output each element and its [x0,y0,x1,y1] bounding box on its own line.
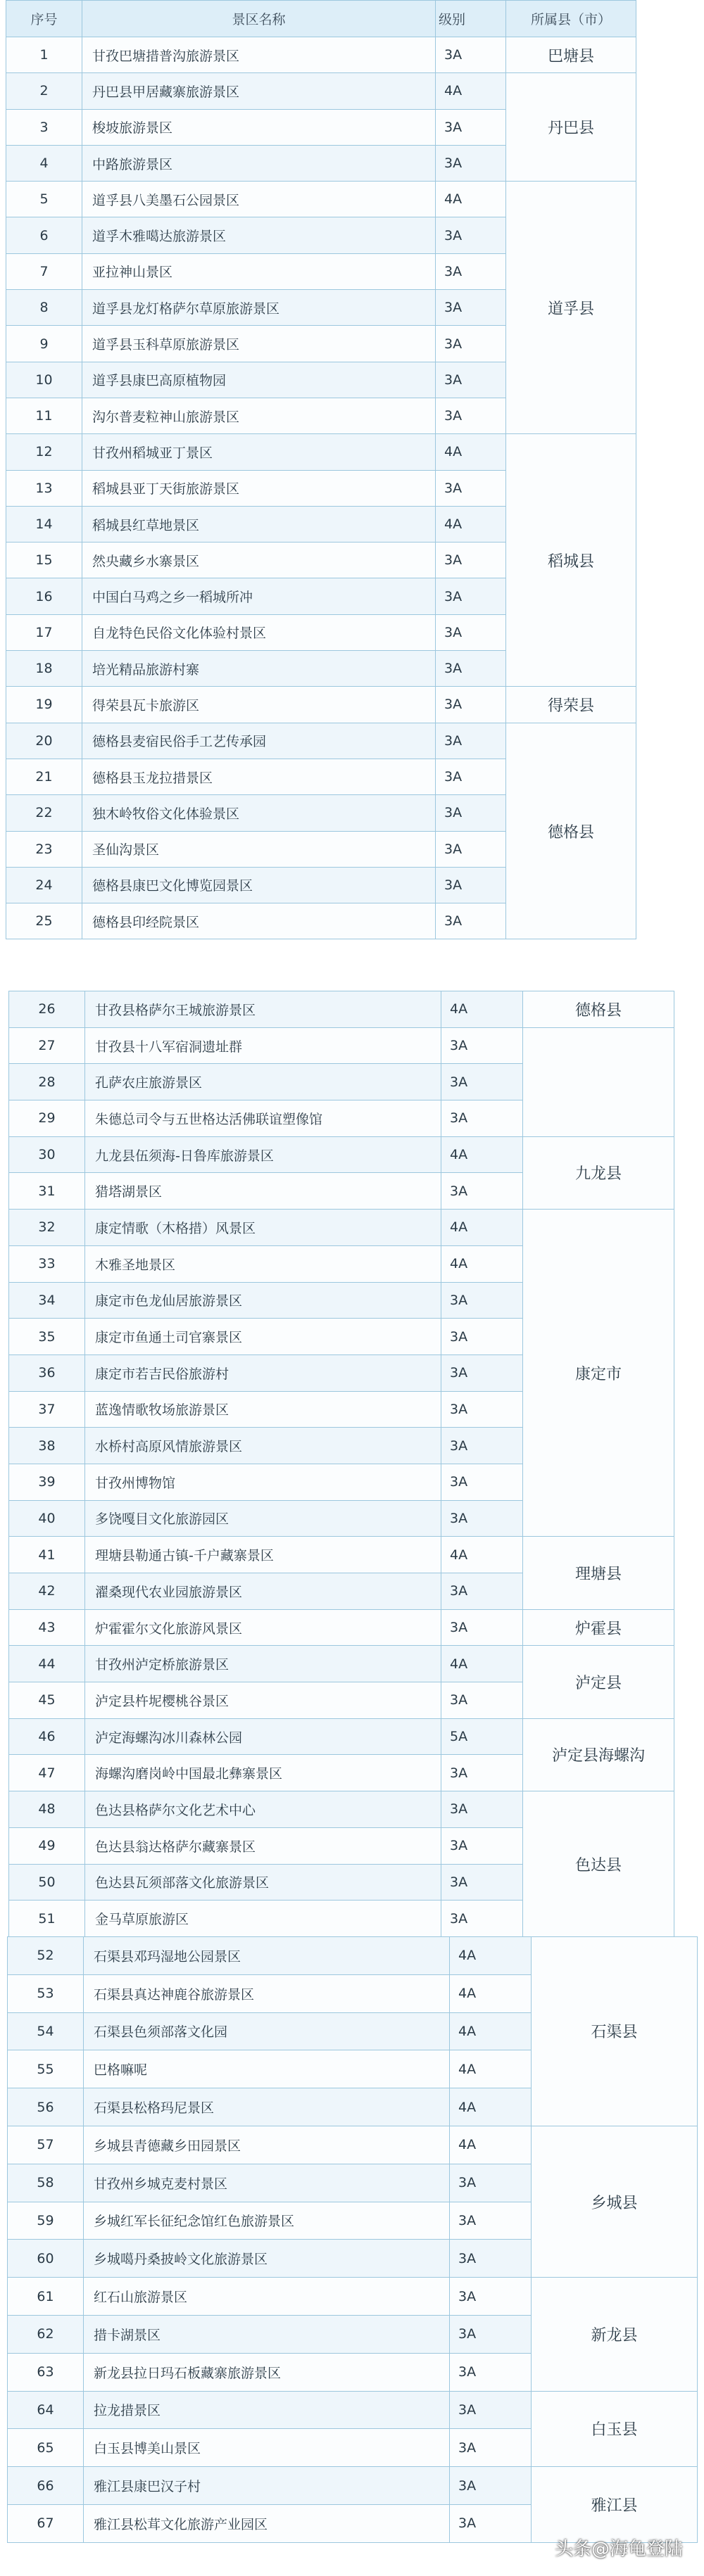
scenic-level: 3A [450,2429,532,2467]
scenic-level: 4A [441,1646,523,1682]
table-row [9,1791,674,1828]
row-number: 50 [9,1864,85,1901]
row-number: 12 [6,434,82,470]
row-number: 29 [9,1100,85,1137]
county-cell: 新龙县 [532,2278,698,2391]
scenic-area-name: 孔萨农庄旅游景区 [85,1064,441,1100]
table-segment [6,0,636,939]
table-row [6,73,636,109]
scenic-area-name: 濯桑现代农业园旅游景区 [85,1573,441,1610]
row-number: 32 [9,1210,85,1246]
scenic-area-name: 甘孜州博物馆 [85,1464,441,1500]
row-number: 43 [9,1609,85,1646]
row-number: 17 [6,614,82,650]
row-number: 3 [6,109,82,145]
scenic-level: 3A [436,109,506,145]
row-number: 9 [6,326,82,362]
scenic-level: 3A [450,2504,532,2542]
scenic-level: 3A [450,2391,532,2429]
table-row [9,1100,674,1137]
row-number: 38 [9,1428,85,1464]
scenic-level: 4A [441,1210,523,1246]
row-number: 14 [6,506,82,542]
row-number: 1 [6,37,82,73]
table-row [8,2391,698,2429]
county-cell: 稻城县 [506,434,636,687]
scenic-area-name: 理塘县勒通古镇-千户藏寨景区 [85,1537,441,1573]
scenic-level: 3A [436,578,506,614]
county-cell: 石渠县 [532,1937,698,2126]
scenic-level: 4A [450,1937,532,1975]
scenic-area-name: 拉龙措景区 [84,2391,450,2429]
row-number: 64 [8,2391,84,2429]
row-number: 16 [6,578,82,614]
table-row [9,991,674,1028]
scenic-area-name: 炉霍霍尔文化旅游风景区 [85,1609,441,1646]
header-county: 所属县（市） [506,1,636,37]
row-number: 18 [6,651,82,687]
scenic-level: 3A [441,1791,523,1828]
county-cell: 泸定县 [523,1646,674,1718]
scenic-area-name: 甘孜县格萨尔王城旅游景区 [85,991,441,1028]
scenic-area-name: 甘孜州稻城亚丁景区 [82,434,436,470]
table-row [9,1537,674,1573]
scenic-area-name: 然央藏乡水寨景区 [82,543,436,578]
scenic-area-name: 稻城县亚丁天街旅游景区 [82,470,436,506]
row-number: 58 [8,2164,84,2202]
scenic-area-name: 道孚县八美墨石公园景区 [82,182,436,217]
table-row [6,687,636,723]
scenic-level: 3A [436,543,506,578]
scenic-area-name: 色达县格萨尔文化艺术中心 [85,1791,441,1828]
scenic-level: 4A [441,1245,523,1282]
scenic-area-name: 康定市色龙仙居旅游景区 [85,1282,441,1319]
scenic-area-name: 道孚木雅噶达旅游景区 [82,217,436,253]
header-no: 序号 [6,1,82,37]
row-number: 66 [8,2467,84,2505]
header-level: 级别 [436,1,506,37]
table-row [8,2126,698,2164]
scenic-area-name: 石渠县真达神鹿谷旅游景区 [84,1974,450,2012]
scenic-level: 3A [441,1901,523,1937]
row-number: 57 [8,2126,84,2164]
county-cell: 得荣县 [506,687,636,723]
scenic-area-name: 德格县麦宿民俗手工艺传承园 [82,723,436,759]
county-cell: 德格县 [523,991,674,1028]
row-number: 45 [9,1682,85,1719]
scenic-level: 3A [436,867,506,903]
county-cell: 巴塘县 [506,37,636,73]
scenic-level: 3A [441,1500,523,1537]
row-number: 59 [8,2202,84,2240]
scenic-level: 5A [441,1718,523,1755]
table-row [9,1027,674,1064]
table-row [9,1609,674,1646]
scenic-area-name: 独木岭牧俗文化体验景区 [82,795,436,831]
scenic-level: 3A [441,1428,523,1464]
row-number: 15 [6,543,82,578]
scenic-level: 3A [436,217,506,253]
scenic-level: 3A [450,2353,532,2391]
row-number: 33 [9,1245,85,1282]
table-row [9,1210,674,1246]
table-row [9,1136,674,1173]
county-cell: 白玉县 [532,2391,698,2467]
row-number: 44 [9,1646,85,1682]
county-cell: 理塘县 [523,1537,674,1609]
scenic-area-name: 新龙县拉日玛石板藏寨旅游景区 [84,2353,450,2391]
row-number: 19 [6,687,82,723]
row-number: 20 [6,723,82,759]
scenic-area-name: 色达县瓦须部落文化旅游景区 [85,1864,441,1901]
row-number: 48 [9,1791,85,1828]
scenic-area-name: 石渠县色须部落文化园 [84,2012,450,2050]
scenic-area-name: 措卡湖景区 [84,2315,450,2353]
scenic-level: 3A [436,470,506,506]
scenic-area-name: 石渠县邓玛湿地公园景区 [84,1937,450,1975]
row-number: 27 [9,1027,85,1064]
scenic-level: 3A [441,1100,523,1137]
scenic-level: 3A [441,1027,523,1064]
row-number: 11 [6,398,82,433]
county-cell: 雅江县 [532,2467,698,2543]
county-cell: 炉霍县 [523,1609,674,1646]
scenic-area-name: 泸定海螺沟冰川森林公园 [85,1718,441,1755]
scenic-level: 3A [450,2240,532,2278]
table-row [8,1937,698,1975]
row-number: 49 [9,1827,85,1864]
scenic-level: 3A [436,37,506,73]
scenic-level: 3A [441,1609,523,1646]
scenic-level: 3A [436,290,506,326]
table-row [6,182,636,217]
scenic-area-name: 金马草原旅游区 [85,1901,441,1937]
scenic-level: 3A [436,326,506,362]
table-row [6,723,636,759]
scenic-level: 4A [441,991,523,1028]
scenic-level: 3A [441,1173,523,1210]
scenic-level: 3A [441,1464,523,1500]
scenic-level: 4A [450,2088,532,2126]
scenic-area-name: 道孚县康巴高原植物园 [82,362,436,398]
county-cell: 泸定县海螺沟 [523,1718,674,1791]
row-number: 28 [9,1064,85,1100]
row-number: 22 [6,795,82,831]
scenic-area-name: 沟尔普麦粒神山旅游景区 [82,398,436,433]
row-number: 67 [8,2504,84,2542]
scenic-area-name: 德格县康巴文化博览园景区 [82,867,436,903]
scenic-level: 3A [436,795,506,831]
scenic-level: 4A [436,182,506,217]
row-number: 4 [6,145,82,181]
row-number: 35 [9,1319,85,1355]
scenic-area-name: 德格县印经院景区 [82,903,436,939]
row-number: 46 [9,1718,85,1755]
scenic-area-name: 康定市鱼通土司官寨景区 [85,1319,441,1355]
scenic-area-name: 雅江县康巴汉子村 [84,2467,450,2505]
scenic-area-name: 水桥村高原风情旅游景区 [85,1428,441,1464]
county-cell: 色达县 [523,1791,674,1937]
scenic-area-name: 猎塔湖景区 [85,1173,441,1210]
scenic-area-name: 九龙县伍须海-日鲁库旅游景区 [85,1136,441,1173]
scenic-level: 4A [441,1537,523,1573]
scenic-level: 3A [441,1755,523,1791]
scenic-area-name: 白玉县博美山景区 [84,2429,450,2467]
row-number: 23 [6,831,82,867]
scenic-area-name: 乡城红军长征纪念馆红色旅游景区 [84,2202,450,2240]
scenic-area-name: 泸定县杵坭樱桃谷景区 [85,1682,441,1719]
scenic-level: 3A [441,1319,523,1355]
table-segment [7,1936,698,2543]
row-number: 21 [6,759,82,794]
scenic-level: 3A [441,1864,523,1901]
table-row [8,2467,698,2505]
scenic-level: 4A [441,1136,523,1173]
scenic-area-name: 稻城县红草地景区 [82,506,436,542]
scenic-area-name: 多饶嘎目文化旅游园区 [85,1500,441,1537]
row-number: 40 [9,1500,85,1537]
scenic-area-name: 甘孜州泸定桥旅游景区 [85,1646,441,1682]
row-number: 6 [6,217,82,253]
scenic-area-name: 中路旅游景区 [82,145,436,181]
scenic-area-name: 德格县玉龙拉措景区 [82,759,436,794]
row-number: 37 [9,1391,85,1428]
scenic-area-name: 乡城噶丹桑披岭文化旅游景区 [84,2240,450,2278]
row-number: 25 [6,903,82,939]
scenic-area-name: 培光精品旅游村寨 [82,651,436,687]
scenic-area-name: 巴格嘛呢 [84,2050,450,2088]
row-number: 13 [6,470,82,506]
row-number: 39 [9,1464,85,1500]
row-number: 53 [8,1974,84,2012]
scenic-level: 3A [450,2467,532,2505]
scenic-level: 3A [436,253,506,289]
scenic-area-name: 中国白马鸡之乡一稻城所冲 [82,578,436,614]
row-number: 63 [8,2353,84,2391]
scenic-area-name: 甘孜县十八军宿洞遗址群 [85,1027,441,1064]
scenic-area-name: 道孚县龙灯格萨尔草原旅游景区 [82,290,436,326]
scenic-level: 3A [450,2202,532,2240]
scenic-level: 3A [436,759,506,794]
scenic-level: 3A [450,2315,532,2353]
scenic-level: 4A [436,434,506,470]
row-number: 30 [9,1136,85,1173]
scenic-level: 4A [450,1974,532,2012]
scenic-level: 3A [441,1827,523,1864]
county-cell: 康定市 [523,1210,674,1537]
scenic-area-name: 得荣县瓦卡旅游区 [82,687,436,723]
row-number: 5 [6,182,82,217]
scenic-area-name: 朱德总司令与五世格达活佛联谊塑像馆 [85,1100,441,1137]
scenic-area-name: 康定情歌（木格措）风景区 [85,1210,441,1246]
county-cell: 德格县 [506,723,636,939]
scenic-area-name: 圣仙沟景区 [82,831,436,867]
scenic-area-name: 亚拉神山景区 [82,253,436,289]
scenic-area-name: 梭坡旅游景区 [82,109,436,145]
county-cell: 道孚县 [506,182,636,434]
table-row [9,1646,674,1682]
scenic-area-name: 石渠县松格玛尼景区 [84,2088,450,2126]
row-number: 65 [8,2429,84,2467]
scenic-level: 3A [450,2278,532,2316]
scenic-level: 4A [450,2050,532,2088]
scenic-level: 4A [436,506,506,542]
scenic-area-name: 乡城县青德藏乡田园景区 [84,2126,450,2164]
row-number: 54 [8,2012,84,2050]
scenic-area-name: 蓝逸情歌牧场旅游景区 [85,1391,441,1428]
row-number: 8 [6,290,82,326]
scenic-level: 3A [441,1391,523,1428]
scenic-level: 3A [441,1573,523,1610]
scenic-area-name: 自龙特色民俗文化体验村景区 [82,614,436,650]
scenic-area-name: 雅江县松茸文化旅游产业园区 [84,2504,450,2542]
scenic-area-name: 康定市若吉民俗旅游村 [85,1354,441,1391]
row-number: 47 [9,1755,85,1791]
scenic-area-name: 甘孜巴塘措普沟旅游景区 [82,37,436,73]
table-row [9,1718,674,1755]
scenic-level: 3A [436,398,506,433]
row-number: 2 [6,73,82,109]
header-name: 景区名称 [82,1,436,37]
scenic-area-name: 木雅圣地景区 [85,1245,441,1282]
scenic-level: 4A [436,73,506,109]
table-row [6,37,636,73]
scenic-area-name: 色达县翁达格萨尔藏寨景区 [85,1827,441,1864]
scenic-level: 3A [436,831,506,867]
row-number: 10 [6,362,82,398]
table-segment [8,991,674,1937]
scenic-level: 4A [450,2126,532,2164]
row-number: 34 [9,1282,85,1319]
scenic-area-name: 红石山旅游景区 [84,2278,450,2316]
scenic-area-name: 海螺沟磨岗岭中国最北彝寨景区 [85,1755,441,1791]
scenic-level: 3A [450,2164,532,2202]
scenic-level: 3A [441,1682,523,1719]
row-number: 61 [8,2278,84,2316]
row-number: 31 [9,1173,85,1210]
row-number: 55 [8,2050,84,2088]
row-number: 7 [6,253,82,289]
scenic-level: 3A [441,1354,523,1391]
scenic-level: 3A [436,145,506,181]
scenic-level: 3A [436,614,506,650]
scenic-area-name: 道孚县玉科草原旅游景区 [82,326,436,362]
table-row [9,1064,674,1100]
scenic-area-name: 甘孜州乡城克麦村景区 [84,2164,450,2202]
scenic-level: 3A [436,723,506,759]
watermark-text: 头条@海龟登陆 [554,2539,683,2560]
row-number: 52 [8,1937,84,1975]
scenic-level: 3A [441,1064,523,1100]
scenic-level: 3A [441,1282,523,1319]
scenic-area-name: 丹巴县甲居藏寨旅游景区 [82,73,436,109]
table-row [6,434,636,470]
scenic-level: 3A [436,651,506,687]
scenic-level: 3A [436,903,506,939]
row-number: 51 [9,1901,85,1937]
row-number: 42 [9,1573,85,1610]
scenic-level: 3A [436,362,506,398]
row-number: 41 [9,1537,85,1573]
row-number: 36 [9,1354,85,1391]
scenic-level: 4A [450,2012,532,2050]
scenic-level: 3A [436,687,506,723]
row-number: 26 [9,991,85,1028]
row-number: 60 [8,2240,84,2278]
county-cell: 丹巴县 [506,73,636,182]
county-cell: 乡城县 [532,2126,698,2277]
county-cell: 九龙县 [523,1136,674,1209]
row-number: 62 [8,2315,84,2353]
row-number: 24 [6,867,82,903]
table-row [8,2278,698,2316]
row-number: 56 [8,2088,84,2126]
